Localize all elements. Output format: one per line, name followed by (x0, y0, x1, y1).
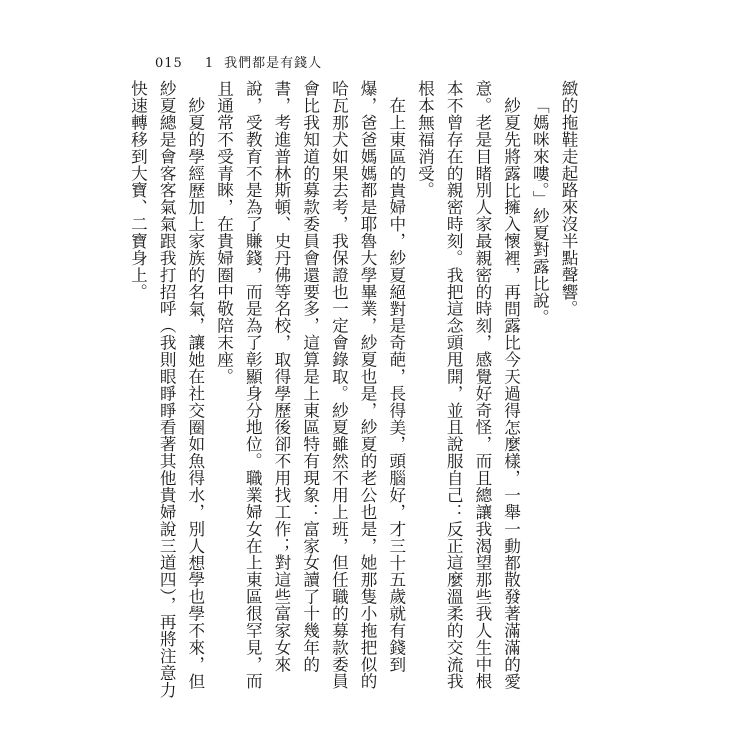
body-text (128, 80, 582, 700)
paragraph-continuation: 緻的拖鞋走起路來沒半點聲響。 (559, 80, 578, 318)
chapter-number: 1 (204, 56, 215, 71)
page-number: 015 (155, 56, 183, 71)
paragraph: 紗夏先將露比擁入懷裡，再問露比今天過得怎麼樣，一舉一動都散發著滿滿的愛意。老是目睹別人家最親密的時刻，感覺好奇怪，而且總讓我渴望那些我人生中根本不曾存在的親密時刻。我把這念頭甩開，並且說服自己：反正這麼溫柔的交流我根本無福消受。 (415, 80, 521, 690)
chapter-title: 我們都是有錢人 (224, 56, 323, 71)
paragraph: 在上東區的貴婦中，紗夏絕對是奇葩，長得美，頭腦好，才三十五歲就有錢到爆，爸爸媽媽都是耶魯大學畢業，紗夏也是，紗夏的老公也是，她那隻小拖把似的哈瓦那犬如果去考，我保證也一定會錄取。紗夏雖然不用上班，但任職的募款委員會比我知道的募款委員會還要多，這算是上東區特有現象：富家女讀了十幾年的書，考進普林斯頓、史丹佛等名校，取得學歷後卻不用找工作；對這些富家女來說，受教育不是為了賺錢，而是為了彰顯身分地位。職業婦女在上東區很罕見，而且通常不受青睞，在貴婦圈中敬陪末座。 (214, 80, 406, 690)
running-header (155, 52, 322, 71)
paragraph: 紗夏的學經歷加上家族的名氣，讓她在社交圈如魚得水，別人想學也學不來，但紗夏總是會客客氣氣跟我打招呼（我則眼睜睜看著其他貴婦說三道四），再將注意力快速轉移到大寶、二寶身上。 (128, 80, 205, 699)
paragraph-dialogue: 「媽咪來嘍。」紗夏對露比說。 (530, 96, 550, 326)
